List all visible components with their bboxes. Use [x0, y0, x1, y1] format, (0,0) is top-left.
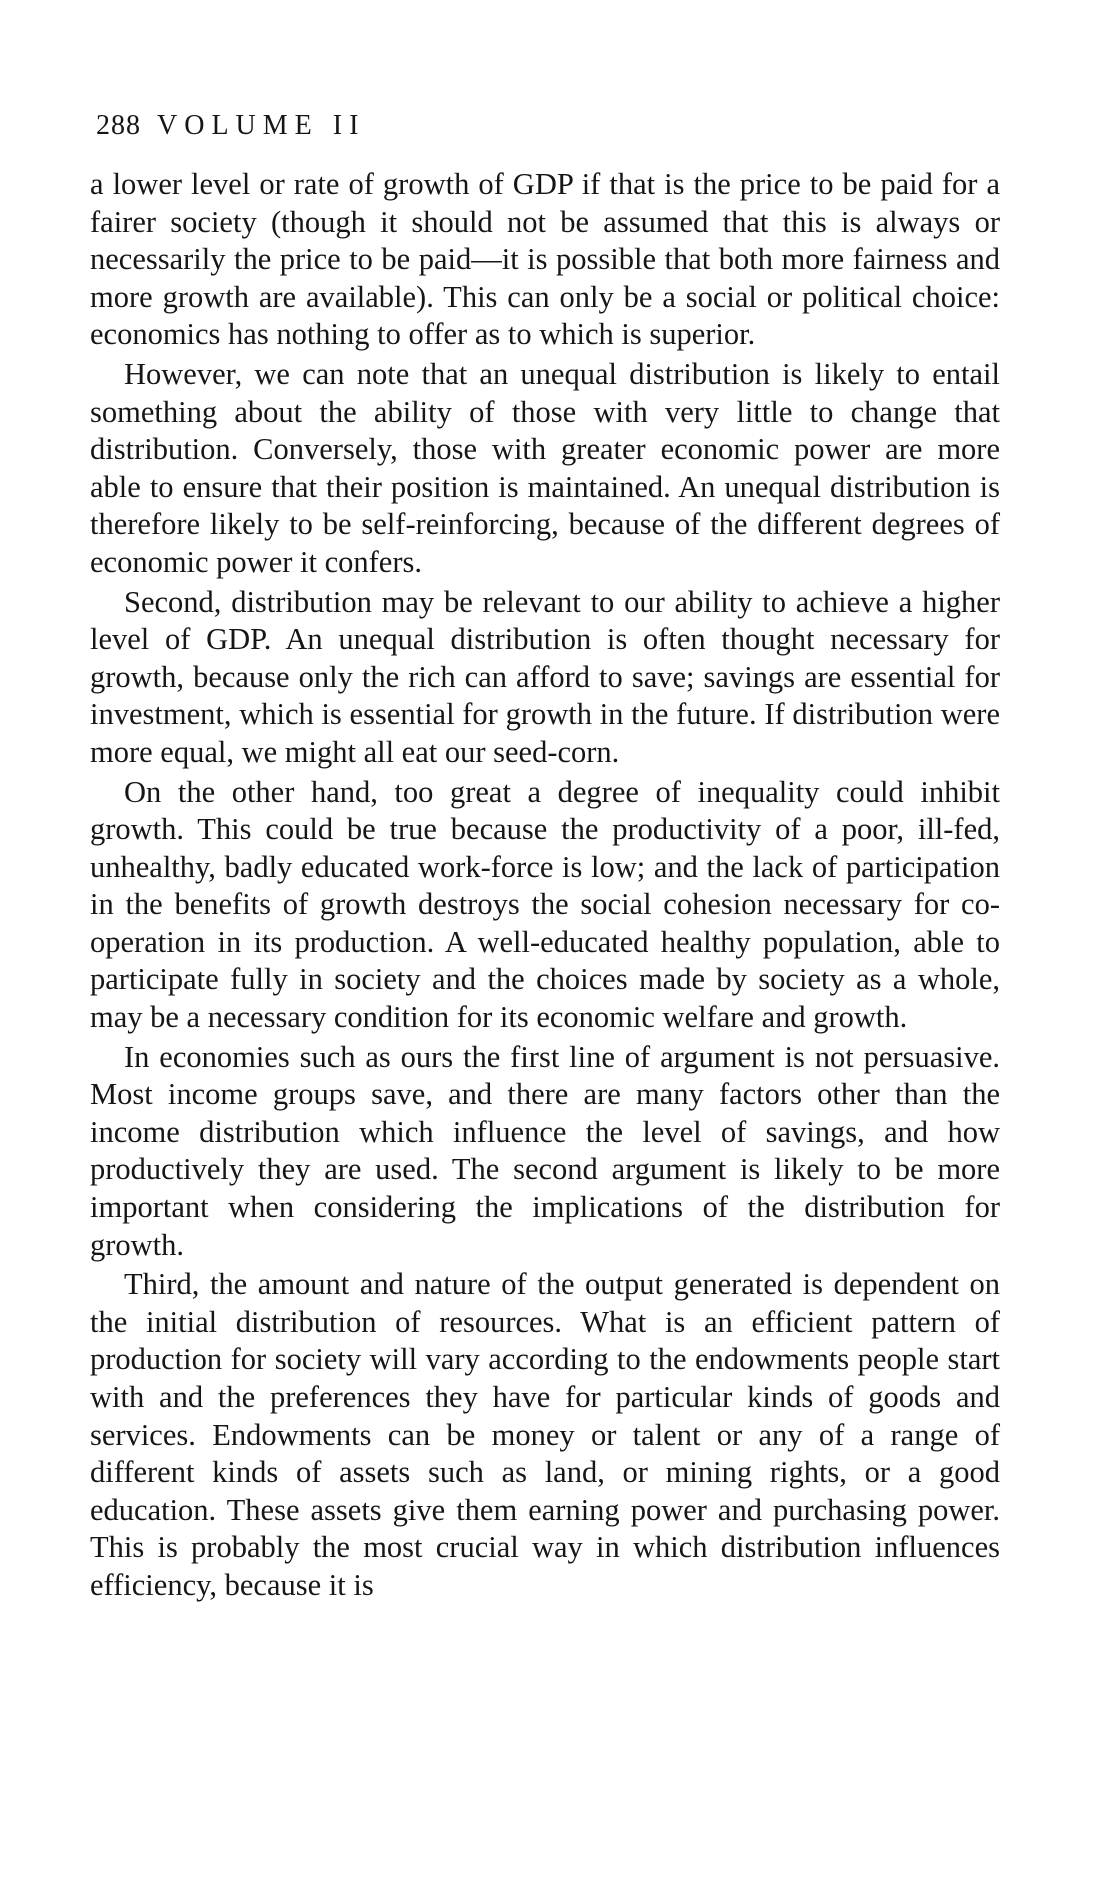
paragraph: On the other hand, too great a degree of inequality could inhibit growth. This could be true because the productivity of a poor, ill-fed, unhealthy, badly educated work-force is low; and the lack of participation in the benefits of growth destroys the social cohesion necessary for co-operation in its production. A well-educated healthy population, able to participate fully in society and the choices made by society as a whole, may be a necessary condition for its economic welfare and growth.	[90, 774, 1000, 1035]
body-text	[90, 166, 1000, 1605]
paragraph: In economies such as ours the first line of argument is not persuasive. Most income groups save, and there are many factors other than the income distribution which influence the level of savings, and how productively they are used. The second argument is likely to be more important when considering the implications of the distribution for growth.	[90, 1039, 1000, 1262]
volume-label: VOLUME II	[157, 110, 366, 141]
paragraph: Third, the amount and nature of the output generated is dependent on the initial distribution of resources. What is an efficient pattern of production for society will vary according to the endowments people start with and the preferences they have for particular kinds of goods and services. Endowments can be money or talent or any of a range of different kinds of assets such as land, or mining rights, or a good education. These assets give them earning power and purchasing power. This is probably the most crucial way in which distribution influences efficiency, because it is	[90, 1267, 1000, 1602]
page-number: 288	[96, 110, 141, 141]
paragraph: a lower level or rate of growth of GDP if that is the price to be paid for a fairer society (though it should not be assumed that this is always or necessarily the price to be paid—it is possible that both more fairness and more growth are available). This can only be a social or political choice: economics has nothing to offer as to which is superior.	[90, 167, 1000, 352]
paragraph: Second, distribution may be relevant to our ability to achieve a higher level of GDP. An unequal distribution is often thought necessary for growth, because only the rich can afford to save; savings are essential for investment, which is essential for growth in the future. If distribution were more equal, we might all eat our seed-corn.	[90, 584, 1000, 769]
running-head	[96, 108, 1000, 144]
book-page	[90, 108, 1000, 1605]
paragraph: However, we can note that an unequal distribution is likely to entail something about the ability of those with very little to change that distribution. Conversely, those with greater economic power are more able to ensure that their position is maintained. An unequal distribution is therefore likely to be self-reinforcing, because of the different degrees of economic power it confers.	[90, 356, 1000, 579]
